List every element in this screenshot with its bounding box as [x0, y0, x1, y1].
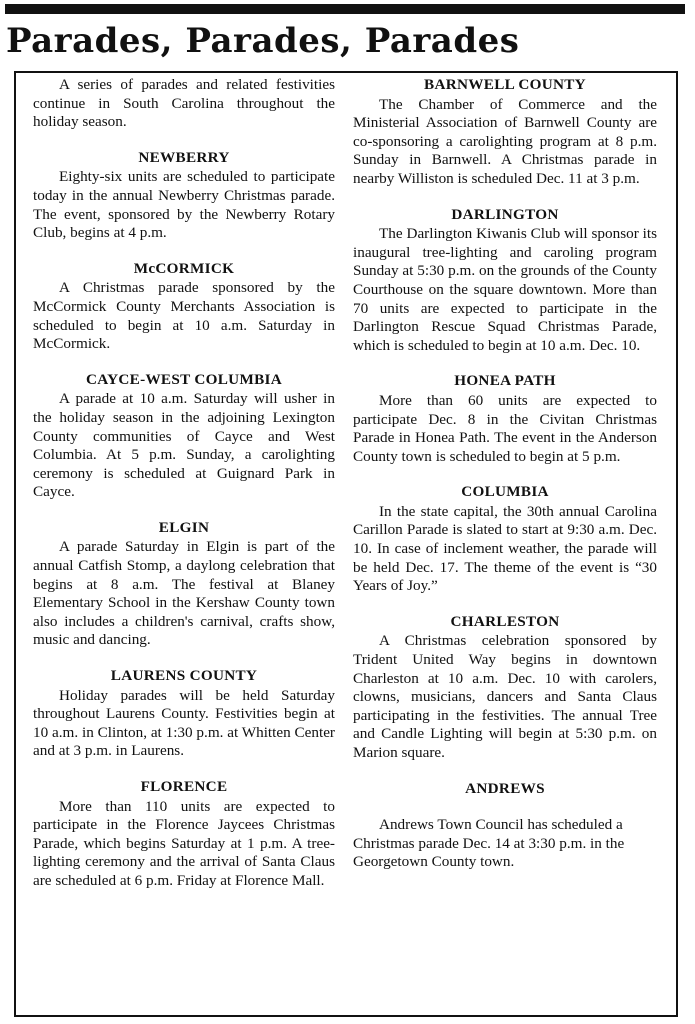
section-cayce-west-columbia [33, 371, 335, 502]
section-heading: LAURENS COUNTY [110, 667, 258, 685]
section-heading: ANDREWS [465, 779, 545, 797]
section-body: In the state capital, the 30th annual Carolina Carillon Parade is slated to start at 9:30 a.m. Dec. 10. In case of inclement weather, the parade will be held Dec. 17. The theme of the event is “30 Years of Joy.” [353, 502, 657, 595]
section-body: A Christmas celebration sponsored by Trident United Way begins in downtown Charleston at 10 a.m. Dec. 10 with carolers, clowns, musicians, dancers and Santa Claus participating in the festivities. The annual Tree and Candle Lighting will begin at 5:30 p.m. on Marion square. [353, 632, 657, 761]
section-body: The Chamber of Commerce and the Ministerial Association of Barnwell County are co-sponsoring a carolighting program at 8 p.m. Sunday in Barnwell. A Christmas parade in nearby Williston is scheduled Dec. 11 at 3 p.m. [353, 95, 657, 187]
section-heading: CHARLESTON [450, 612, 560, 630]
section-body: A Christmas parade sponsored by the McCormick County Merchants Association is scheduled to begin at 10 a.m. Saturday in McCormick. [33, 279, 335, 353]
intro-section [33, 76, 335, 132]
section-body: A parade Saturday in Elgin is part of the annual Catfish Stomp, a daylong celebration that begins at 8 a.m. The festival at Blaney Elementary School in the Kershaw County town also includes a children's carnival, crafts show, music and dancing. [33, 538, 335, 649]
section-columbia [353, 483, 657, 596]
section-barnwell-county [353, 76, 657, 189]
section-andrews [353, 780, 657, 872]
section-heading: HONEA PATH [454, 372, 556, 390]
section-newberry [33, 149, 335, 243]
right-column [353, 76, 657, 889]
intro-paragraph: A series of parades and related festivities continue in South Carolina throughout the holiday season. [33, 76, 335, 131]
section-darlington [353, 206, 657, 356]
section-body: Eighty-six units are scheduled to participate today in the annual Newberry Christmas parade. The event, sponsored by the Newberry Rotary Club, begins at 4 p.m. [33, 168, 335, 242]
section-laurens-county [33, 667, 335, 761]
top-rule [5, 4, 685, 14]
section-elgin [33, 519, 335, 650]
section-heading: DARLINGTON [451, 205, 559, 223]
section-heading: FLORENCE [140, 778, 228, 795]
section-honea-path [353, 372, 657, 466]
section-heading: CAYCE-WEST COLUMBIA [85, 370, 282, 388]
section-charleston [353, 613, 657, 763]
headline: Parades, Parades, Parades [6, 21, 520, 61]
left-column [33, 76, 335, 908]
section-heading: McCORMICK [133, 259, 235, 277]
section-heading: BARNWELL COUNTY [424, 76, 586, 93]
section-mccormick [33, 260, 335, 354]
section-body: More than 110 units are expected to participate in the Florence Jaycees Christmas Parade, which begins Saturday at 1 p.m. A tree-lighting ceremony and the arrival of Santa Claus are scheduled at 6 p.m. Friday at Florence Mall. [33, 797, 335, 889]
section-body: More than 60 units are expected to participate Dec. 8 in the Civitan Christmas Parade in Honea Path. The event in the Anderson County town is scheduled to begin at 5 p.m. [353, 391, 657, 465]
section-heading: ELGIN [158, 518, 210, 536]
section-florence [33, 778, 335, 891]
section-heading: NEWBERRY [138, 148, 230, 166]
section-body: The Darlington Kiwanis Club will sponsor its inaugural tree-lighting and caroling program Sunday at 5:30 p.m. on the grounds of the County Courthouse on the square downtown. More than 70 units are expected to participate in the Darlington Rescue Squad Christmas Parade, which is scheduled to begin at 10 a.m. Dec. 10. [353, 225, 657, 354]
section-body: Andrews Town Council has scheduled a Christmas parade Dec. 14 at 3:30 p.m. in the Georgetown County town. [353, 816, 625, 871]
section-heading: COLUMBIA [461, 483, 549, 501]
section-body: A parade at 10 a.m. Saturday will usher in the holiday season in the adjoining Lexington County communities of Cayce and West Columbia. At 5 p.m. Sunday, a carolighting ceremony is scheduled at Guignard Park in Cayce. [33, 390, 335, 501]
section-body: Holiday parades will be held Saturday throughout Laurens County. Festivities begin at 10 a.m. in Clinton, at 1:30 p.m. at Whitten Center and at 3 p.m. in Laurens. [33, 686, 335, 760]
